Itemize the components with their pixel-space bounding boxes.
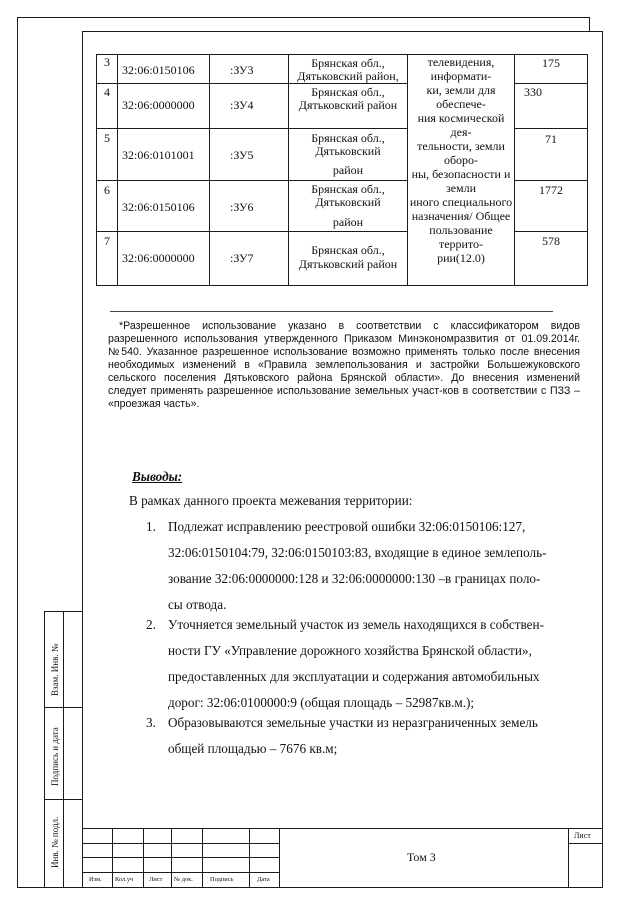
label-inv-vzam: Взам. Инв. №	[50, 643, 60, 696]
frame-top	[82, 31, 603, 32]
stamp-col-podpis: Подпись	[210, 876, 234, 883]
stamp-col-list: Лист	[149, 876, 163, 883]
stamp-col-izm: Изм.	[89, 876, 102, 883]
label-podpis-data: Подпись и дата	[50, 727, 60, 786]
frame-left	[82, 31, 83, 888]
land-plots-table: 3 32:06:0150106 :ЗУ3 Брянская обл., Дятьковский район, 175 4 32:06:0000000 :ЗУ4 Брянская обл., Дятьковский район 330 5 32:06:0101001 :ЗУ5 Брянская обл., Дятьковский район 71 6 32:06:0150106 :ЗУ6 Брянская обл., Дятьковский район 1772 7 32:06:0000000 :ЗУ7 Брянская обл., Дятьковский район 578 телевидения, информати- ки, земли для обеспече- ния космической дея- тельности, земли оборо- ны, безопасности и земли иного специального назначения/ Общее пользование террито- рии(12.0)	[96, 54, 588, 286]
list-item: 2. Уточняется земельный участок из земель находящихся в собствен- ности ГУ «Управление дорожного хозяйства Брянской области», предоставленных для эксплуатации и содержания автомобильных дорог: 32:06:0100000:9 (общая площадь – 52987кв.м.);	[146, 617, 544, 710]
outer-frame-top	[17, 17, 590, 18]
footnote-separator	[110, 311, 553, 312]
label-inv-podl: Инв. № подл.	[50, 816, 60, 868]
sheet-label: Лист	[574, 831, 591, 840]
outer-frame-right-stub	[589, 17, 590, 31]
usage-description: телевидения, информати- ки, земли для обеспече- ния космической дея- тельности, земли оборо- ны, безопасности и земли иного специального назначения/ Общее пользование террито- рии(12.0)	[409, 55, 513, 265]
list-item: 3. Образовываются земельные участки из неразграниченных земель общей площадью – 7676 кв.м;	[146, 715, 538, 756]
stamp-col-kol: Кол.уч	[115, 876, 134, 883]
stamp-col-doc: № док.	[174, 876, 193, 883]
outer-frame-left	[17, 17, 18, 888]
outer-frame-bottom	[17, 887, 603, 888]
stamp-col-data: Дата	[257, 876, 270, 883]
conclusions-heading: Выводы:	[132, 469, 183, 484]
frame-right	[602, 31, 603, 888]
conclusions-intro: В рамках данного проекта межевания территории:	[129, 493, 413, 508]
document-title: Том 3	[407, 850, 436, 864]
footnote: *Разрешенное использование указано в соответствии с классификатором видов разрешенного использования утвержденного Приказом Минэкономразвития от 01.09.2014г. №540. Указанное разрешенное использование возможно применять только после внесения необходимых изменений в «Правила землепользования и застройки Большежуковского сельского поселения Дятьковского района Брянской области». До внесения изменений следует применять разрешенное использование земельных участ-ков в соответствии с ПЗЗ – «проезжая часть».	[108, 320, 580, 410]
list-item: 1. Подлежат исправлению реестровой ошибки 32:06:0150106:127, 32:06:0150104:79, 32:06:0150103:83, входящие в единое землеполь- зование 32:06:0000000:128 и 32:06:0000000:130 –в границах поло- сы отвода.	[146, 519, 547, 612]
